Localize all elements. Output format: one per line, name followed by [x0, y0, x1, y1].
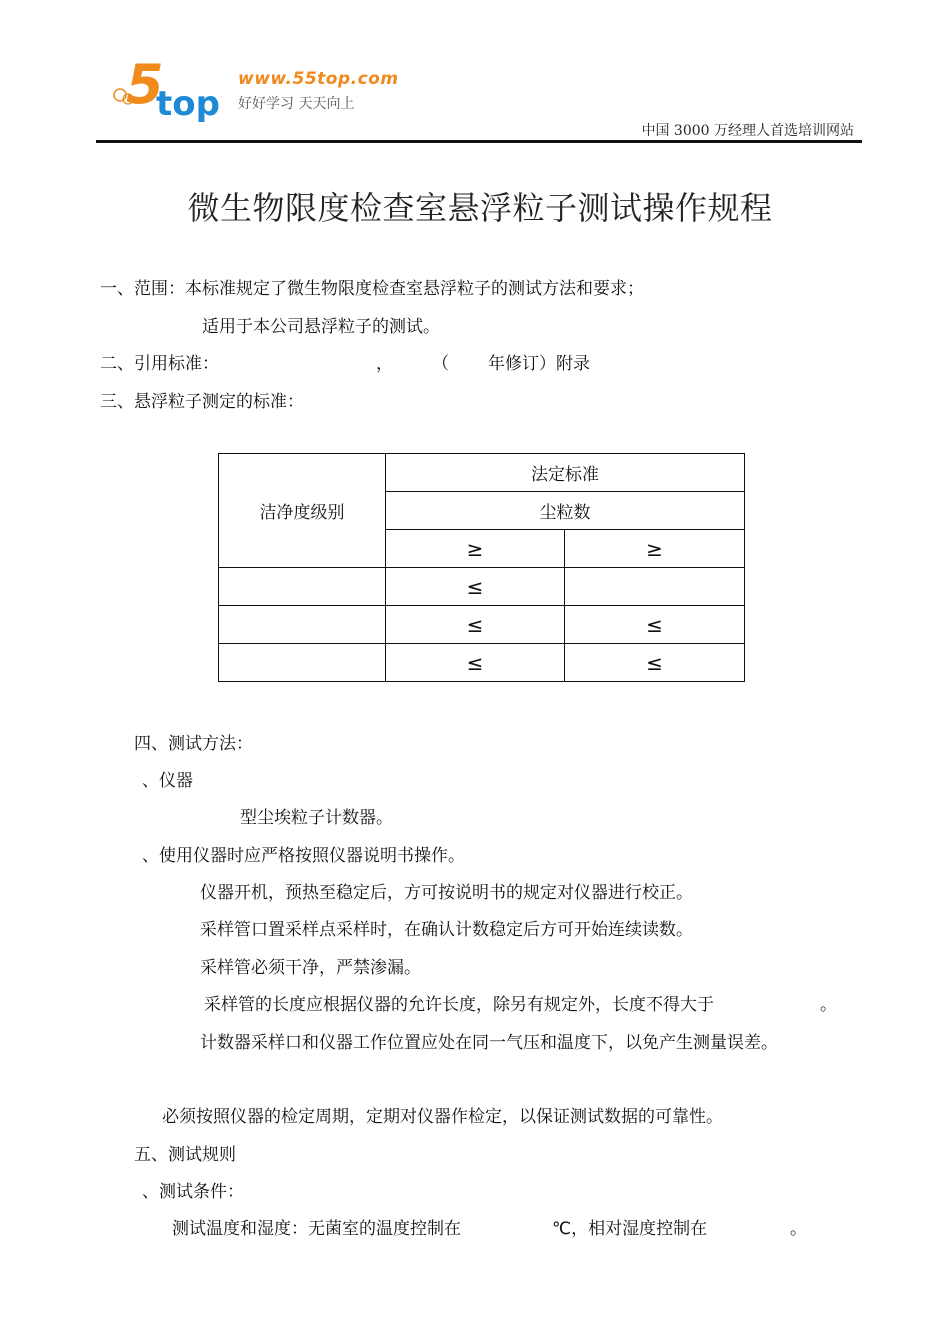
paragraph-tube-length-end: 。: [820, 995, 837, 1015]
table-row: [219, 606, 745, 644]
paragraph-warmup: 仪器开机，预热至稳定后，方可按说明书的规定对仪器进行校正。: [200, 883, 693, 903]
paragraph-calibration: 必须按照仪器的检定周期，定期对仪器作检定，以保证测试数据的可靠性。: [162, 1107, 723, 1127]
instrument-type: 型尘埃粒子计数器。: [240, 808, 393, 828]
item-instrument: 、仪器: [142, 771, 193, 791]
logo-url: www.55top.com: [238, 69, 399, 89]
section-1-scope: 一、范围：本标准规定了微生物限度检查室悬浮粒子的测试方法和要求；: [100, 279, 644, 299]
table-cell: [219, 644, 386, 682]
table-cell: ≤: [565, 606, 745, 644]
section-2-comma: ，: [376, 354, 393, 374]
table-cell: ≤: [386, 606, 565, 644]
svg-text:top: top: [156, 84, 220, 124]
header-divider: [96, 140, 862, 143]
table-row: [219, 568, 745, 606]
table-cell: ≤: [565, 644, 745, 682]
logo-slogan: 好好学习 天天向上: [238, 96, 355, 112]
paragraph-temp-humidity: 测试温度和湿度：无菌室的温度控制在: [172, 1219, 461, 1239]
table-row: [219, 454, 745, 492]
paragraph-sampling: 采样管口置采样点采样时，在确认计数稳定后方可开始连续读数。: [200, 920, 693, 940]
table-cell: [219, 606, 386, 644]
section-2-tail: 年修订）附录: [488, 354, 590, 374]
table-cell: [565, 568, 745, 606]
svg-text:5: 5: [126, 55, 164, 116]
cleanliness-class-header: 洁净度级别: [219, 454, 386, 568]
section-2-label: 二、引用标准：: [100, 354, 219, 374]
paragraph-temp-humidity-end: 。: [790, 1219, 807, 1239]
table-cell: ≤: [386, 568, 565, 606]
paragraph-clean-tube: 采样管必须干净，严禁渗漏。: [200, 958, 421, 978]
section-4-label: 四、测试方法：: [134, 734, 253, 754]
site-logo[interactable]: [108, 55, 398, 125]
table-cell: [219, 568, 386, 606]
legal-standard-header: 法定标准: [386, 454, 745, 492]
document-title: 微生物限度检查室悬浮粒子测试操作规程: [187, 189, 773, 227]
section-5-label: 五、测试规则: [134, 1145, 236, 1165]
particle-count-header: 尘粒数: [386, 492, 745, 530]
section-2-paren: （: [432, 354, 449, 374]
paragraph-humidity: ℃，相对湿度控制在: [552, 1219, 708, 1239]
item-use: 、使用仪器时应严格按照仪器说明书操作。: [142, 846, 465, 866]
section-3-label: 三、悬浮粒子测定的标准：: [100, 392, 304, 412]
table-cell: ≥: [565, 530, 745, 568]
paragraph-tube-length: 采样管的长度应根据仪器的允许长度，除另有规定外，长度不得大于: [204, 995, 714, 1015]
logo-5top-icon: [108, 55, 238, 125]
header-tagline: 中国 3000 万经理人首选培训网站: [641, 123, 854, 139]
table-cell: ≤: [386, 644, 565, 682]
particle-standard-table: [218, 453, 745, 682]
table-cell: ≥: [386, 530, 565, 568]
section-1-applicability: 适用于本公司悬浮粒子的测试。: [202, 317, 440, 337]
item-conditions: 、测试条件：: [142, 1182, 244, 1202]
table-row: [219, 644, 745, 682]
paragraph-pressure: 计数器采样口和仪器工作位置应处在同一气压和温度下，以免产生测量误差。: [200, 1033, 778, 1053]
